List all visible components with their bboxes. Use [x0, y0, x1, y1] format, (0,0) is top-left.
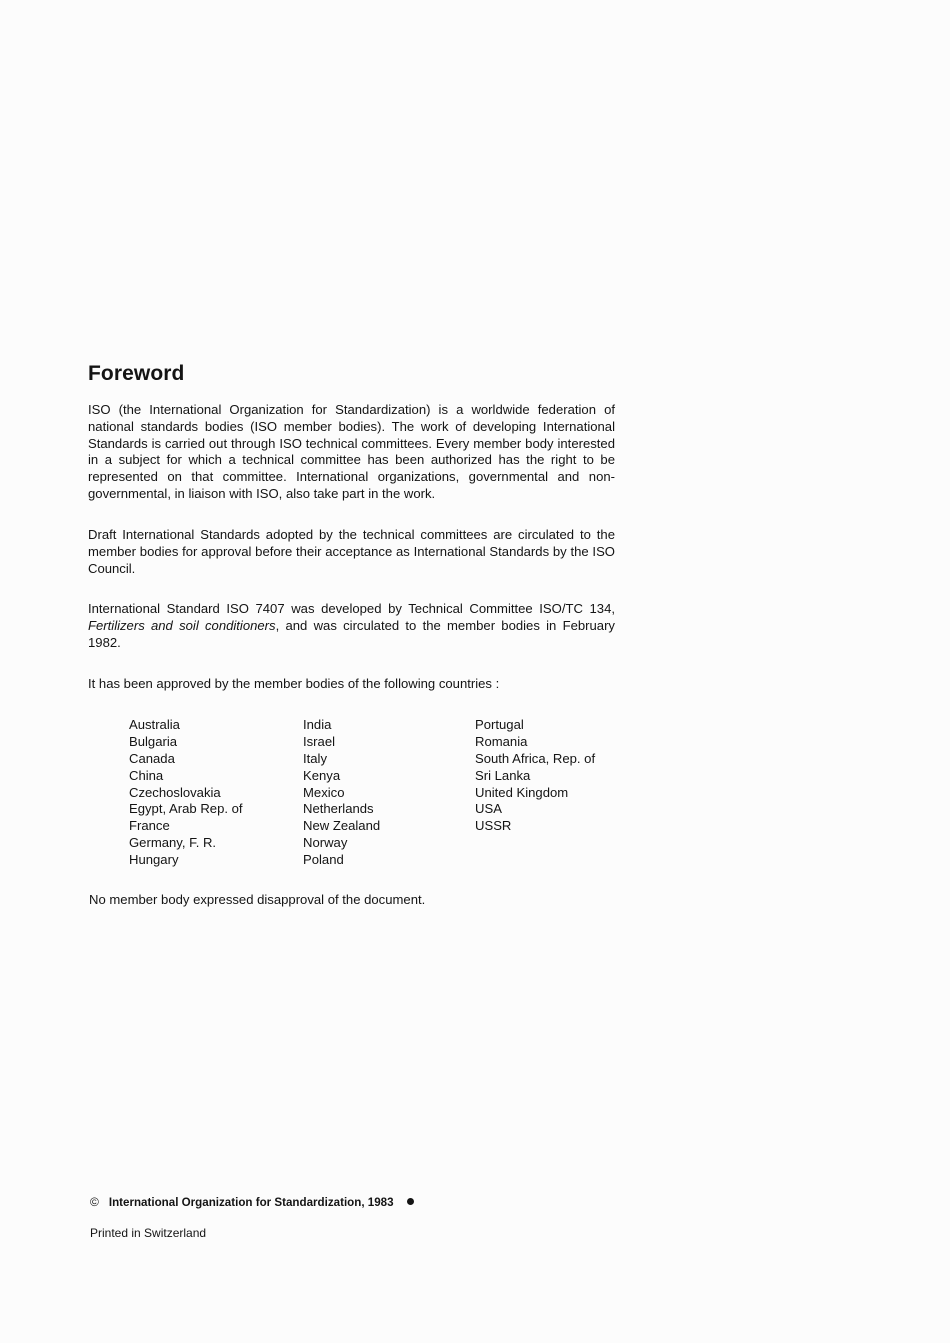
country-item: Mexico: [303, 784, 345, 800]
country-item: New Zealand: [303, 818, 381, 834]
country-item: Portugal: [475, 717, 524, 732]
country-item: China: [129, 767, 164, 783]
copyright-line: [90, 1195, 414, 1209]
country-item: Germany, F. R.: [129, 835, 217, 851]
country-item: Czechoslovakia: [129, 784, 221, 800]
country-item: South Africa, Rep. of: [475, 750, 596, 766]
country-item: Australia: [129, 717, 180, 732]
country-item: Romania: [475, 733, 528, 749]
country-item: Hungary: [129, 852, 179, 868]
countries-column-2: [303, 717, 380, 869]
country-item: Egypt, Arab Rep. of: [129, 801, 243, 817]
bullet-dot-icon: [407, 1198, 414, 1205]
country-item: Bulgaria: [129, 733, 178, 749]
country-item: France: [129, 818, 170, 834]
paragraph-3-text-start: International Standard ISO 7407 was developed by Technical Committee ISO/TC 134,: [88, 601, 615, 616]
printed-in-line: Printed in Switzerland: [90, 1226, 207, 1240]
country-item: USSR: [475, 818, 512, 834]
country-item: India: [303, 717, 332, 732]
copyright-symbol: ©: [90, 1195, 99, 1209]
foreword-paragraph-3: [88, 601, 615, 651]
paragraph-3-text-end: , and was circulated to the member bodies in February 1982.: [88, 617, 615, 650]
country-item: Italy: [303, 750, 328, 766]
page-title: Foreword: [88, 362, 185, 385]
approval-intro: It has been approved by the member bodies of the following countries :: [88, 676, 500, 691]
country-item: Netherlands: [303, 801, 374, 817]
country-item: Kenya: [303, 767, 341, 783]
committee-title-italic: Fertilizers and soil conditioners: [88, 617, 276, 633]
country-item: United Kingdom: [475, 784, 569, 800]
country-item: Canada: [129, 750, 175, 766]
no-disapproval-statement: No member body expressed disapproval of the document.: [89, 892, 426, 907]
copyright-text: International Organization for Standardization, 1983: [108, 1196, 394, 1209]
country-item: Israel: [303, 733, 336, 749]
foreword-paragraph-2: Draft International Standards adopted by the technical committees are circulated to the member bodies for approval before their acceptance as International Standards by the ISO Council.: [88, 527, 615, 576]
foreword-paragraph-1: ISO (the International Organization for Standardization) is a worldwide federation of national standards bodies (ISO member bodies). The work of developing International Standards is carried out through ISO technical committees. Every member body interested in a subject for which a technical committee has been authorized has the right to be represented on that committee. International organizations, governmental and non-governmental, in liaison with ISO, also take part in the work.: [88, 402, 615, 501]
countries-column-3: [475, 717, 595, 835]
country-item: Norway: [303, 835, 348, 851]
country-item: Poland: [303, 852, 344, 868]
countries-column-1: [129, 717, 243, 869]
country-item: USA: [475, 801, 502, 817]
country-item: Sri Lanka: [475, 767, 531, 783]
